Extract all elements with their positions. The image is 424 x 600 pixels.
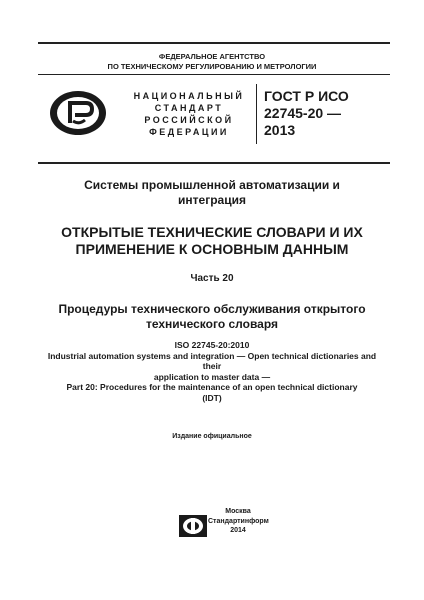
standard-type-line-4: ФЕДЕРАЦИИ: [149, 127, 229, 137]
agency-name: [0, 52, 424, 72]
systems-title-line-2: интеграция: [178, 193, 246, 207]
header-rule: [38, 74, 390, 75]
standard-type-line-2: СТАНДАРТ: [154, 103, 224, 113]
english-line-5: (IDT): [202, 392, 222, 403]
header-divider: [256, 84, 257, 144]
standartinform-emblem-icon: [178, 514, 208, 538]
publisher-city: Москва: [225, 508, 251, 515]
iso-reference: ISO 22745-20:2010: [174, 340, 250, 350]
designation-line-3: 2013: [264, 122, 296, 138]
main-title-line-2: ПРИМЕНЕНИЕ К ОСНОВНЫМ ДАННЫМ: [75, 241, 349, 257]
publisher: [208, 507, 268, 536]
agency-line-2: ПО ТЕХНИЧЕСКОМУ РЕГУЛИРОВАНИЮ И МЕТРОЛОГИИ: [107, 62, 317, 71]
main-title-line-1: ОТКРЫТЫЕ ТЕХНИЧЕСКИЕ СЛОВАРИ И ИХ: [61, 224, 363, 240]
english-line-1: Industrial automation systems and integration — Open technical dictionaries and: [47, 350, 377, 361]
agency-line-1: ФЕДЕРАЛЬНОЕ АГЕНТСТВО: [158, 52, 266, 61]
standard-type: [128, 90, 250, 138]
main-title: [30, 224, 394, 258]
designation-line-2: 22745-20 —: [264, 105, 342, 121]
part-number: Часть 20: [190, 273, 234, 284]
english-line-2: their: [202, 361, 222, 371]
publisher-name: Стандартинформ: [208, 517, 269, 525]
edition-note: Издание официальное: [172, 433, 252, 440]
english-line-3: application to master data —: [153, 371, 271, 382]
english-line-4: Part 20: Procedures for the maintenance of an open technical dictionary: [66, 382, 358, 392]
part-title-line-2: технического словаря: [145, 317, 279, 331]
systems-title: [30, 178, 394, 208]
english-title: [30, 340, 394, 403]
gost-r-logo-icon: [48, 88, 108, 138]
part-title: [30, 302, 394, 332]
header-bottom-rule: [38, 162, 390, 164]
publisher-year: 2014: [230, 527, 246, 534]
standard-type-line-3: РОССИЙСКОЙ: [144, 115, 234, 125]
standard-type-line-1: НАЦИОНАЛЬНЫЙ: [133, 91, 245, 101]
top-rule: [38, 42, 390, 44]
standard-designation: [264, 88, 394, 139]
part-title-line-1: Процедуры технического обслуживания открытого: [58, 302, 366, 316]
systems-title-line-1: Системы промышленной автоматизации и: [84, 178, 340, 192]
designation-line-1: ГОСТ Р ИСО: [264, 88, 349, 104]
